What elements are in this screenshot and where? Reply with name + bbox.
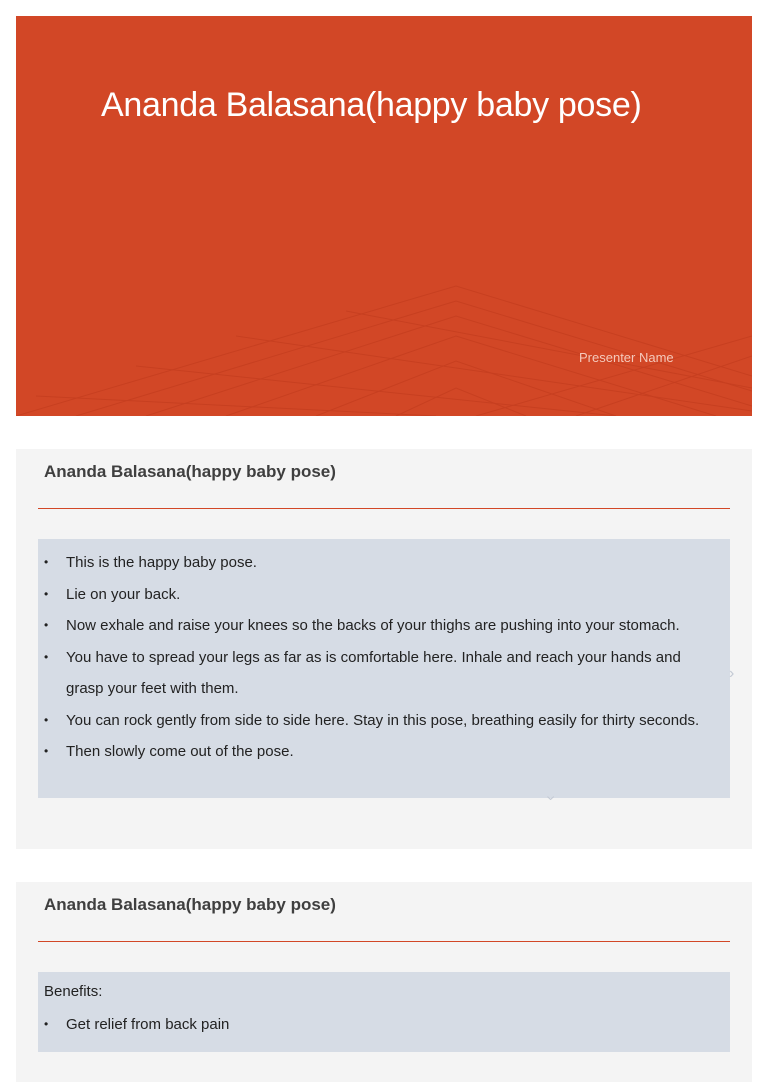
- steps-slide[interactable]: [16, 449, 752, 849]
- steps-list: [44, 547, 704, 768]
- list-item: • You can rock gently from side to side here. Stay in this pose, breathing easily for thirty seconds.: [44, 705, 704, 737]
- slide-title: Ananda Balasana(happy baby pose): [44, 895, 336, 914]
- list-item: • Get relief from back pain: [44, 1009, 704, 1041]
- chevron-down-icon: ›: [542, 795, 560, 801]
- benefits-slide[interactable]: [16, 882, 752, 1082]
- benefits-list: [44, 1009, 704, 1041]
- slide-title: Ananda Balasana(happy baby pose): [44, 462, 336, 481]
- benefits-label: Benefits:: [44, 983, 103, 1000]
- title-divider: [38, 508, 730, 509]
- list-item: • You have to spread your legs as far as is comfortable here. Inhale and reach your hands and grasp your feet with them.: [44, 642, 704, 705]
- list-item: • Then slowly come out of the pose.: [44, 736, 704, 768]
- list-item: • This is the happy baby pose.: [44, 547, 704, 579]
- title-divider: [38, 941, 730, 942]
- slide-title: Ananda Balasana(happy baby pose): [101, 86, 642, 124]
- list-item: • Now exhale and raise your knees so the backs of your thighs are pushing into your stomach.: [44, 610, 704, 642]
- chevron-right-icon: ›: [729, 665, 735, 682]
- title-slide[interactable]: [16, 16, 752, 416]
- list-item: • Lie on your back.: [44, 579, 704, 611]
- presenter-name: Presenter Name: [579, 350, 674, 365]
